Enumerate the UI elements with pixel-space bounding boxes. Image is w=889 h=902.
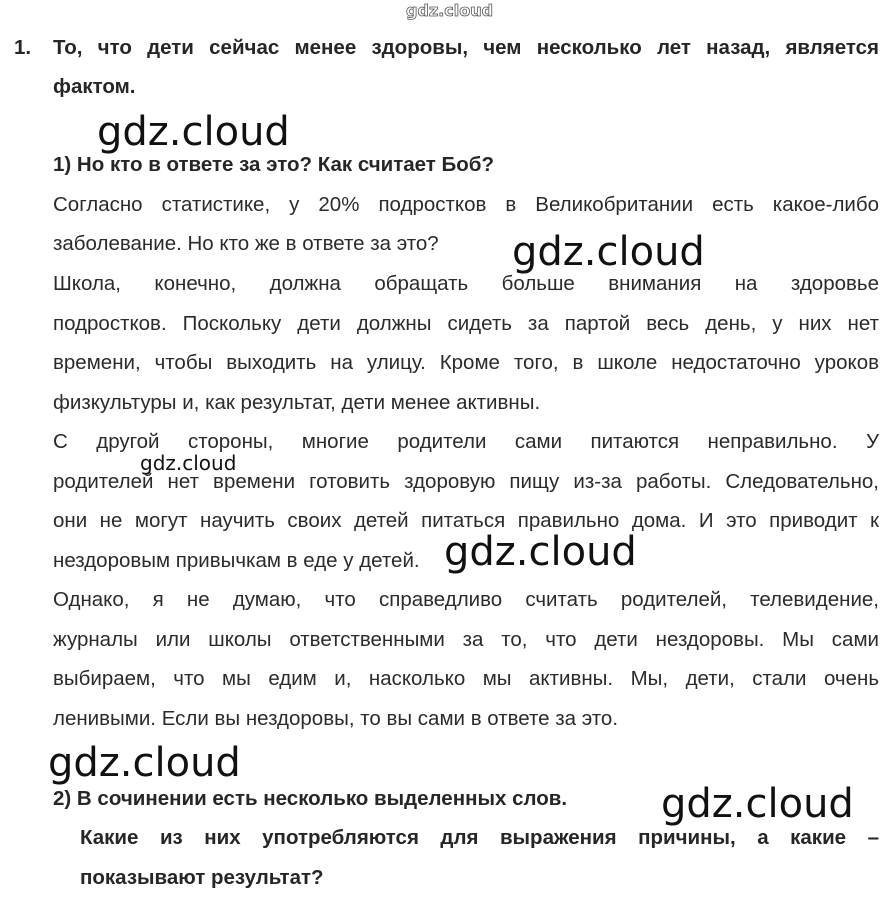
question-text-line-1: То, что дети сейчас менее здоровы, чем несколько лет назад, является (53, 36, 879, 59)
essay-p2-line-3: времени, чтобы выходить на улицу. Кроме того, в школе недостаточно уроков (53, 351, 879, 374)
essay-p4-line-3: выбираем, что мы едим и, насколько мы активны. Мы, дети, стали очень (53, 667, 879, 690)
essay-p3-line-2: родителей нет времени готовить здоровую пищу из-за работы. Следовательно, (53, 470, 879, 493)
watermark-1: gdz.cloud (97, 109, 290, 155)
essay-p4-line-1: Однако, я не думаю, что справедливо считать родителей, телевидение, (53, 588, 879, 611)
watermark-3: gdz.cloud (140, 451, 237, 475)
subquestion-2-line-3: показывают результат? (80, 866, 324, 889)
watermark-6: gdz.cloud (661, 781, 854, 827)
subquestion-2-title: 2) В сочинении есть несколько выделенных слов. (53, 787, 568, 810)
essay-p1-line-2: заболевание. Но кто же в ответе за это? (53, 232, 439, 255)
watermark-top: gdz.cloud (406, 1, 494, 20)
subquestion-2-line-2: Какие из них употребляются для выражения причины, а какие – (80, 826, 879, 849)
essay-p3-line-3: они не могут научить своих детей питаться правильно дома. И это приводит к (53, 509, 879, 532)
essay-p3-line-4: нездоровым привычкам в еде у детей. (53, 549, 420, 572)
essay-p4-line-4: ленивыми. Если вы нездоровы, то вы сами в ответе за это. (53, 707, 619, 730)
watermark-5: gdz.cloud (48, 740, 241, 786)
question-text-line-2: фактом. (53, 75, 136, 98)
essay-p2-line-1: Школа, конечно, должна обращать больше внимания на здоровье (53, 272, 879, 295)
essay-p1-line-1: Согласно статистике, у 20% подростков в Великобритании есть какое-либо (53, 193, 879, 216)
subquestion-1-title: 1) Но кто в ответе за это? Как считает Боб? (53, 153, 494, 176)
essay-p2-line-2: подростков. Поскольку дети должны сидеть за партой весь день, у них нет (53, 312, 879, 335)
essay-p4-line-2: журналы или школы ответственными за то, что дети нездоровы. Мы сами (53, 628, 879, 651)
question-number: 1. (14, 36, 32, 59)
essay-p2-line-4: физкультуры и, как результат, дети менее активны. (53, 391, 541, 414)
watermark-4: gdz.cloud (444, 529, 637, 575)
watermark-2: gdz.cloud (512, 229, 705, 275)
essay-p3-line-1: С другой стороны, многие родители сами питаются неправильно. У (53, 430, 879, 453)
